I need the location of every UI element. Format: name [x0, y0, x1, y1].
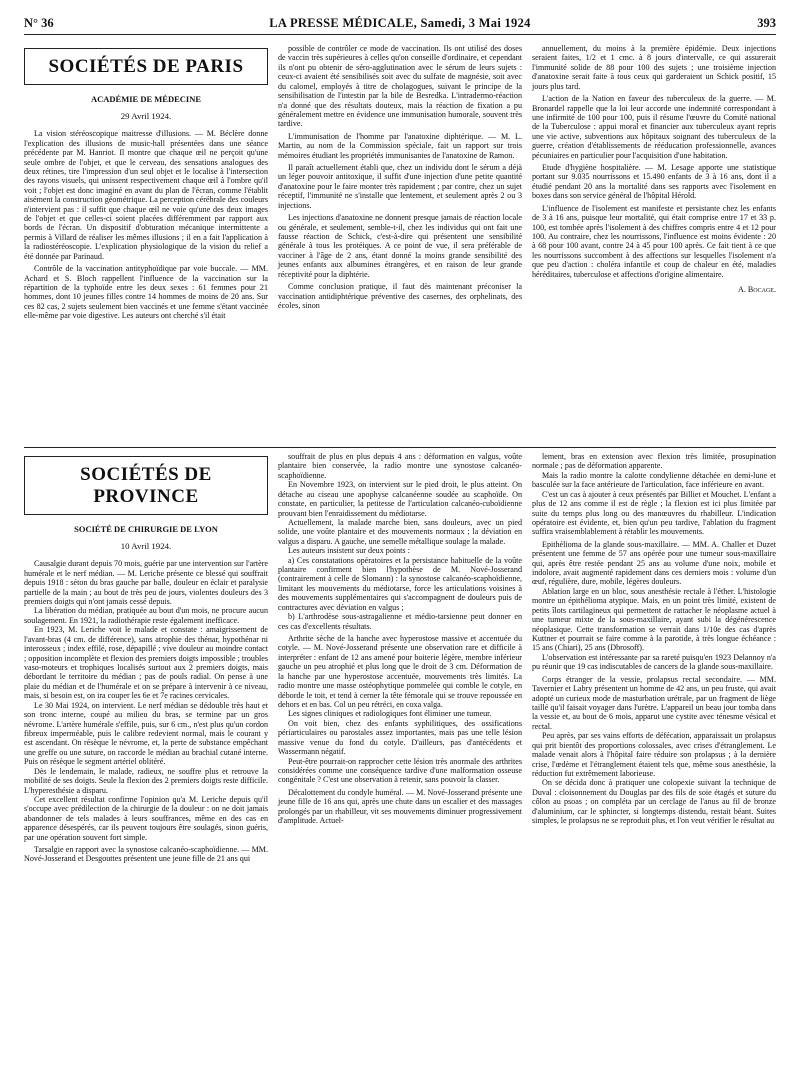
paragraph: La libération du médian, pratiquée au bout d'un mois, ne procure aucun soulagement. En 1921, la radiothérapie reste également inefficace. — [24, 606, 268, 625]
journal-title: LA PRESSE MÉDICALE, Samedi, 3 Mai 1924 — [269, 16, 531, 30]
paragraph: Cet excellent résultat confirme l'opinion qu'a M. Leriche depuis qu'il s'occupe avec prédilection de la chirurgie de la douleur : on ne doit jamais abandonner de tels malades à leurs souffrances, même en des cas en apparence désespérés, car ils peuvent toujours être soulagés, sinon guéris, par une opération souvent fort simple. — [24, 794, 268, 842]
issue-number: N° 36 — [24, 16, 54, 30]
paragraph: Tarsalgie en rapport avec la synostose calcanéo-scaphoïdienne. — MM. Nové-Josserand et Desgouttes présentent une jeune fille de 21 ans qui — [24, 845, 268, 864]
signature: A. Bocage. — [738, 285, 776, 295]
province-column-1 — [24, 452, 268, 864]
paragraph: C'est un cas à ajouter à ceux présentés par Billiet et Mouchet. L'enfant a plus de 12 ans comme il est de règle ; la flexion est ici plus limitée par suite du temps plus long ou des manœuvres du rhabilleur. L'indication opératoire est évidente, et, bien qu'un peu tardive, l'ablation du fragment suffira vraisemblablement à rétablir les mouvements. — [532, 489, 776, 537]
paragraph: On se décida donc à pratiquer une colopexie suivant la technique de Duval : cloisonnement du Douglas par des fils de soie étagés et suture du côlon au psoas ; on compléta par un cerclage de l'anus au fil de bronze d'aluminium, car le sphincter, si longtemps distendu, restait béant. Suites simples, le prolapsus ne se reproduit plus, et l'on veut vérifier le résultat au — [532, 778, 776, 826]
paris-column-3 — [532, 44, 776, 321]
paragraph: Dès le lendemain, le malade, radieux, ne souffre plus et retrouve la mobilité de ses doigts. Seule la flexion des 2 premiers doigts reste difficile. L'hyperesthésie a disparu. — [24, 766, 268, 795]
paragraph: Il paraît actuellement établi que, chez un individu dont le sérum a déjà un léger pouvoir antitoxique, il suffit d'une injection d'une petite quantité d'anatoxine pour le faire monter très rapidement ; par contre, chez un sujet réceptif, l'immunité ne s'installe que lentement, et seulement après 2 ou 3 injections. — [278, 163, 522, 210]
section-province — [24, 452, 776, 864]
page-header — [24, 12, 776, 35]
paragraph: En 1923, M. Leriche voit le malade et constate : amaigrissement de l'avant-bras (4 cm. de différence), sans atrophie des thénar, hypothénar ni interosseux ; index effilé, rose, dépapillé ; vive douleur au moindre contact ; opposition incomplète et flexion des premiers doigts impossible ; troubles vaso-moteurs et trophiques localisés surtout aux 2 premiers doigts, mais débordant le territoire du médian ; pas de pouls radial. On pense à une plaie du médian et de l'humérale et on se prépare à intervenir à ce niveau, mais, si besoin est, on ira couper les 6e et 7e racines cervicales. — [24, 625, 268, 701]
society-name: SOCIÉTÉ DE CHIRURGIE DE LYON — [74, 524, 218, 535]
page-number: 393 — [757, 16, 776, 30]
paragraph: souffrait de plus en plus depuis 4 ans : déformation en valgus, voûte plantaire bien conservée, la radio montre une synostose calcanéo-scaphoïdienne. — [278, 452, 522, 480]
paragraph: Les auteurs insistent sur deux points : — [288, 546, 410, 556]
paragraph: L'influence de l'isolement est manifeste et persistante chez les enfants de 3 à 16 ans, puisque leur mortalité, qui était comprise entre 17 et 33 p. 100, est tombée après l'isolement à des chiffres compris entre 4 et 12 pour 100. Au contraire, chez les nourrissons, l'influence est moins évidente : 20 à 68 pour 100 avant, contre 24 à 45 pour 100 après. Ce fait tient à ce que les nourrissons succombent à des affections sur lesquelles l'isolement n'a que peu d'action : choléra infantile et coup de chaleur en été, maladies héréditaires, tuberculose et affections d'origine alimentaire. — [532, 203, 776, 279]
section-title: SOCIÉTÉS DE PROVINCE — [24, 456, 268, 515]
paragraph: Causalgie durant depuis 70 mois, guérie par une intervention sur l'artère humérale et le nerf médian. — M. Leriche présente ce blessé qui souffrait depuis 1918 : séton du bras gauche par balle, douleur en éclair et paralysie partielle de la main ; au bout de très peu de jours, violentes douleurs des 3 premiers doigts qui n'ont jamais cessé depuis. — [24, 559, 268, 607]
paragraph: Peut-être pourrait-on rapprocher cette lésion très anormale des arthrites considérées comme une conséquence tardive d'une malformation osseuse congénitale ? C'est une observation à retenir, sans pouvoir la classer. — [278, 756, 522, 785]
paragraph: On voit bien, chez des enfants syphilitiques, des ossifications périarticulaires ou parostales assez importantes, mais pas une telle lésion massive venue du fond du cotyle. D'ailleurs, pas d'antécédents et Wassermann négatif. — [278, 718, 522, 757]
session-date: 29 Avril 1924. — [120, 111, 172, 122]
paris-column-2 — [278, 44, 522, 321]
paragraph: Arthrite sèche de la hanche avec hyperostose massive et accentuée du cotyle. — M. Nové-Josserand présente une observation rare et difficile à interpréter : enfant de 12 ans amené pour boiterie légère, membre inférieur gauche un peu atrophié et plus long que le droit de 3 cm. Déformation de la hanche par une hyperostose accentuée, mouvements très limités. La radio montre une masse ostéophytique pommelée qui comble le cotyle, en déborde le toit, et tend à cerner la tête fémorale qui se trouve repoussée en dehors et en bas. Col un peu rétréci, en coxa valga. — [278, 634, 522, 709]
section-divider — [24, 447, 776, 448]
paragraph: Les injections d'anatoxine ne donnent presque jamais de réaction locale ou générale, et seulement, semble-t-il, chez les individus qui ont fait une fausse réaction de Schick, c'est-à-dire qui présentent une sensibilité générale à tous les protéiques. A ce point de vue, il sera préférable de vacciner à l'âge de 2 ans, étant donné la moins grande sensibilité des jeunes enfants aux albumines étrangères, et en raison de leur grande réceptivité pour la diphtérie. — [278, 213, 522, 279]
paragraph: Le 30 Mai 1924, on intervient. Le nerf médian se dédouble très haut et son tronc interne, coupé au milieu du bras, se termine par un gros névrome. L'artère humérale s'effile, puis, sur 6 cm., n'est plus qu'un cordon fibreux imperméable, puis le calibre redevient normal, mais le courant y est ascendant. On résèque le névrome, et, la perte de substance empêchant une greffe ou une suture, on raccorde le médian au brachial cutané interne. Puis on résèque le segment artériel oblitéré. — [24, 700, 268, 767]
paragraph: Mais la radio montre la calotte condylienne détachée en demi-lune et basculée sur la face antérieure de l'articulation, face inférieure en avant. — [532, 470, 776, 490]
paragraph: possible de contrôler ce mode de vaccination. Ils ont utilisé des doses de vaccin très supérieures à celles qu'on conseille d'ordinaire, et cependant ils n'ont pu obtenir de séro-agglutination avec le sérum de leurs sujets : ceux-ci avaient été sensibilisés soit avec du sulfate de magnésie, soit avec du calomel, employés à titre de cholagogues, suivant le principe de la sensibilisation de l'intestin par la bile de Besredka. L'intradermo-réaction n'a donné que des résultats douteux, mais la réaction de fixation a pu généralement mettre en évidence une immunisation humorale, souvent très tardive. — [278, 44, 522, 129]
paragraph: Corps étranger de la vessie, prolapsus rectal secondaire. — MM. Tavernier et Labry présentent un homme de 42 ans, un peu fruste, qui avait adopté un curieux mode de masturbation urétrale, par un fragment de liège taillé qu'il faisait voyager dans l'urètre. L'appareil un beau jour tomba dans la vessie et, au bout de 6 mois, apparut une cystite avec ténesme vésical et rectal. — [532, 674, 776, 731]
paragraph: En Novembre 1923, on intervient sur le pied droit, le plus atteint. On détache au ciseau une apophyse calcanéenne soudée au scaphoïde. On constate, en particulier, la petitesse de l'articulation calcanéo-cuboïdienne prouvant bien l'enraidissement du médiotarse. — [278, 480, 522, 518]
paragraph: Comme conclusion pratique, il faut dès maintenant préconiser la vaccination antidiphtérique préventive des casernes, des orphelinats, des écoles, sinon — [278, 282, 522, 310]
paragraph: Peu après, par ses vains efforts de défécation, apparaissait un prolapsus qui prit bientôt des proportions colossales, avec crises d'étranglement. Le malade venait alors à l'hôpital faire réduire son prolapsus ; à la dernière crise, l'œdème et l'étranglement étaient tels que, même sous anesthésie, la réduction fut extrêmement laborieuse. — [532, 731, 776, 778]
paragraph: Contrôle de la vaccination antityphoïdique par voie buccale. — MM. Achard et S. Bloch rappellent l'influence de la vaccination sur la répartition de la typhoïde entre les deux sexes : 61 femmes pour 21 hommes, dont 10 jeunes filles contre 14 hommes de moins de 20 ans. Sur ces 82 cas, 2 sujets seulement bien vaccinés et une femme s'étant vaccinée elle-même par voie digestive. Les auteurs ont cherché s'il était — [24, 264, 268, 321]
paragraph: Décalottement du condyle huméral. — M. Nové-Josserand présente une jeune fille de 16 ans qui, après une chute dans un escalier et des massages prolongés par un rhabilleur, vit ses mouvements diminuer progressivement d'amplitude. Actuel- — [278, 787, 522, 826]
paragraph: lement, bras en extension avec flexion très limitée, prosupination normale ; pas de déformation apparente. — [532, 452, 776, 471]
paragraph: b) L'arthrodèse sous-astragalienne et médio-tarsienne peut donner en ces cas d'excellents résultats. — [278, 612, 522, 631]
society-name: ACADÉMIE DE MÉDECINE — [90, 94, 202, 105]
paragraph: Actuellement, la malade marche bien, sans douleurs, avec un pied solide, une voûte plantaire et des mouvements normaux ; la déviation en valgus a disparu. A gauche, une semelle métallique soulage la malade. — [278, 517, 522, 546]
paragraph: L'observation est intéressante par sa rareté puisqu'en 1923 Delannoy n'a pu réunir que 19 cas indiscutables de cancers de la glande sous-maxillaire. — [532, 652, 776, 672]
section-title: SOCIÉTÉS DE PARIS — [24, 48, 268, 85]
province-column-2 — [278, 452, 522, 864]
section-paris — [24, 44, 776, 321]
paragraph: L'immunisation de l'homme par l'anatoxine diphtérique. — M. L. Martin, au nom de la Commission spéciale, fait un rapport sur trois mémoires étudiant les propriétés immunisantes de l'anatoxine de Ramon. — [278, 131, 522, 160]
paragraph: La vision stéréoscopique maitresse d'illusions. — M. Béclère donne l'explication des illusions de music-hall présentées dans une séance précédente par M. Hanriot. Il montre que chaque œil ne perçoit qu'une seule ombre de l'objet, et que le cerveau, des sensations analogues des deux rétines, tire l'impression d'un seul objet et le localise à l'intersection des rayons visuels, qui unissent respectivement chaque œil à l'ombre qu'il voit ; l'objet est donc imaginé en avant du plan de l'écran, comme l'établit aisément la construction géométrique. La perception cérébrale des couleurs n'intervient pas : il suffit que chaque œil ne voie qu'une des deux images de l'objet et que celles-ci soient placées différemment par rapport aux bords de l'écran. Un dispositif d'obturation mécanique intermittente a permis à Villard de réaliser les mêmes illusions ; il en a fait l'application à la radiostéréoscopie. L'explication physiologique de la vision du relief a été donnée par Parinaud. — [24, 129, 268, 261]
paris-column-1 — [24, 44, 268, 321]
paragraph: Epithélioma de la glande sous-maxillaire. — MM. A. Challer et Duzet présentent une femme de 57 ans opérée pour une tumeur sous-maxillaire qui, après être restée pendant 25 ans au volume d'une noix, mobile et indolore, avait augmenté rapidement dans ces derniers mois : volume d'un œuf, régulière, dure, mobile, légères douleurs. — [532, 539, 776, 587]
paragraph: annuellement, du moins à la première épidémie. Deux injections seraient faites, 1/2 et 1 cmc. à 8 jours d'intervalle, ce qui assurerait l'immunité solide de 88 pour 100 des sujets ; une troisième injection d'anatoxine serait faite à tous ceux qui garderaient un Schick positif, 15 jours plus tard. — [532, 44, 776, 91]
paragraph: Etude d'hygiène hospitalière. — M. Lesage apporte une statistique portant sur 9.035 nourrissons et 15.490 enfants de 3 à 16 ans, dont il a étudié pendant 20 ans la mortalité dans ses rapports avec l'isolement en boxes dans son service général de l'hôpital Hérold. — [532, 163, 776, 201]
paragraph: L'action de la Nation en faveur des tuberculeux de la guerre. — M. Bronardel rappelle que la loi leur accorde une indemnité correspondant à une infirmité de 100 pour 100, puis il résume l'œuvre du Comité national de la Tuberculose : appui moral et financier aux tuberculeux ayant repris une vie active, subventions aux hôpitaux soignant des tuberculeux de la guerre, création d'établissements de rééducation professionnelle, avances pécuniaires en particulier pour l'acquisition d'une habitation. — [532, 94, 776, 160]
province-column-3 — [532, 452, 776, 864]
paragraph: Les signes cliniques et radiologiques font éliminer une tumeur. — [288, 709, 492, 719]
session-date: 10 Avril 1924. — [120, 541, 172, 552]
paragraph: Ablation large en un bloc, sous anesthésie rectale à l'éther. L'histologie montre un épithélioma atypique. Mais, en un point très limité, existent de petits îlots cartilagineux qui permettent de rattacher le néoplasme actuel à une tumeur mixte de la sous-maxillaire, ayant subi la dégénérescence néoplasique. Cette transformation se verrait dans 1/10e des cas d'après Kuttner et pourrait se faire comme à la parotide, à très longue échéance : 15 ans (Chiari), 25 ans (Dbrosoff). — [532, 586, 776, 653]
paragraph: a) Ces constatations opératoires et la persistance habituelle de la voûte plantaire confirment bien l'hypothèse de M. Nové-Josserand (contrairement à celle de Slomann) : la synostose calcanéo-scaphoïdienne, limitant les mouvements du médiotarse, force les articulations voisines à des mouvements supplémentaires qui s'accompagnent de douleurs puis de contractures avec déviation en valgus ; — [278, 555, 522, 612]
